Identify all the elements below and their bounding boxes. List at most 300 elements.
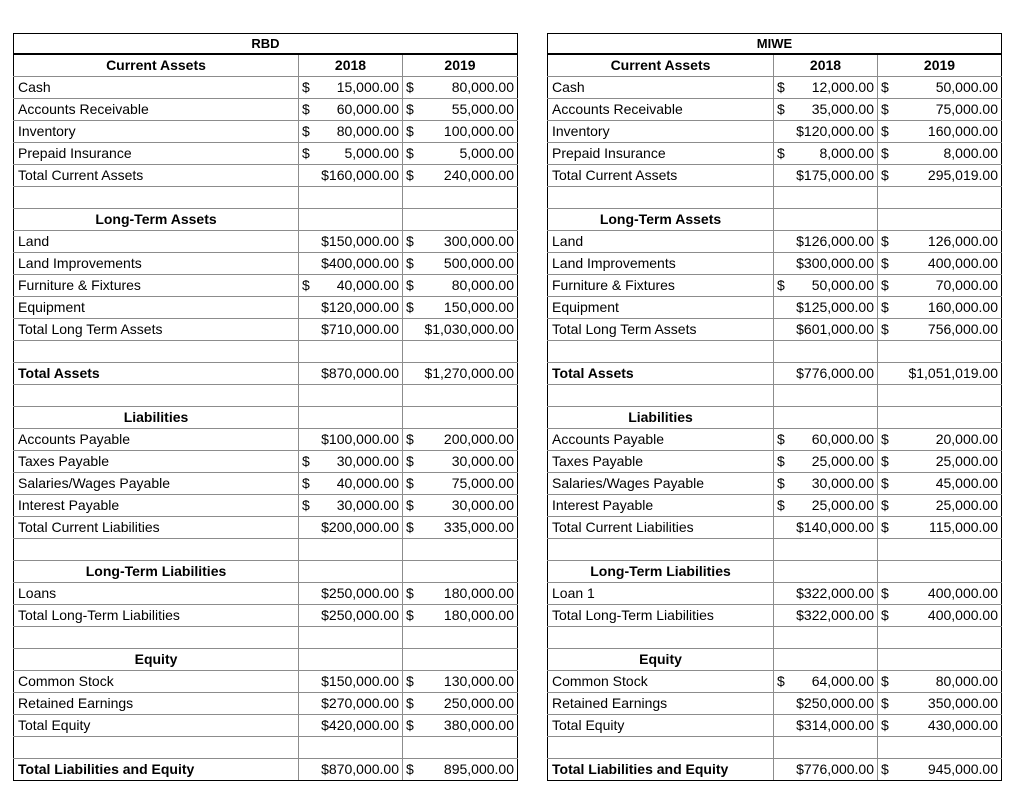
rbd-accounts-receivable-2019[interactable] (403, 99, 518, 121)
rbd-total-current-liabilities-2019[interactable] (403, 517, 518, 539)
empty-cell[interactable] (299, 627, 403, 649)
miwe-prepaid-insurance-2019[interactable] (878, 143, 1002, 165)
currency-sign: $ (881, 101, 889, 117)
rbd-total-long-term-liabilities-2018[interactable] (299, 605, 403, 627)
miwe-accounts-payable-2018[interactable] (774, 429, 878, 451)
amount: $120,000.00 (321, 299, 399, 315)
miwe-interest-payable-2018[interactable] (774, 495, 878, 517)
empty-cell[interactable] (299, 539, 403, 561)
rbd-salaries-wages-payable-2019[interactable] (403, 473, 518, 495)
table-row (14, 429, 518, 451)
miwe-label-furniture-fixtures[interactable]: Furniture & Fixtures (548, 275, 774, 297)
rbd-label-inventory[interactable]: Inventory (14, 121, 299, 143)
rbd-loans-2018[interactable] (299, 583, 403, 605)
rbd-section-long-term-assets[interactable]: Long-Term Assets (14, 209, 299, 231)
empty-cell[interactable] (548, 737, 774, 759)
rbd-total-equity-2018[interactable] (299, 715, 403, 737)
rbd-furniture-fixtures-2018[interactable] (299, 275, 403, 297)
currency-sign: $ (302, 145, 310, 161)
empty-cell[interactable] (403, 341, 518, 363)
rbd-label-prepaid-insurance[interactable]: Prepaid Insurance (14, 143, 299, 165)
empty-cell[interactable] (299, 407, 403, 429)
table-row (548, 451, 1002, 473)
table-row (548, 363, 1002, 385)
empty-cell[interactable] (299, 649, 403, 671)
table-row (14, 143, 518, 165)
currency-sign: $ (406, 497, 414, 513)
rbd-loans-2019[interactable] (403, 583, 518, 605)
spacer-row (548, 385, 1002, 407)
empty-cell[interactable] (878, 209, 1002, 231)
miwe-label-total-liabilities-and-equity[interactable]: Total Liabilities and Equity (548, 759, 774, 781)
rbd-retained-earnings-2018[interactable] (299, 693, 403, 715)
empty-cell[interactable] (403, 209, 518, 231)
amount: 50,000.00 (811, 277, 874, 293)
miwe-label-retained-earnings[interactable]: Retained Earnings (548, 693, 774, 715)
table-row (548, 715, 1002, 737)
rbd-interest-payable-2018[interactable] (299, 495, 403, 517)
empty-cell[interactable] (299, 561, 403, 583)
empty-cell[interactable] (299, 385, 403, 407)
miwe-year-2019-header[interactable]: 2019 (878, 54, 1002, 77)
rbd-equipment-2018[interactable] (299, 297, 403, 319)
amount: 8,000.00 (943, 145, 998, 161)
amount: $140,000.00 (796, 519, 874, 535)
currency-sign: $ (406, 761, 414, 777)
miwe-table (547, 33, 1002, 781)
empty-cell[interactable] (14, 539, 299, 561)
miwe-prepaid-insurance-2018[interactable] (774, 143, 878, 165)
empty-cell[interactable] (774, 187, 878, 209)
table-row (14, 319, 518, 341)
amount: 30,000.00 (336, 497, 399, 513)
currency-sign: $ (302, 101, 310, 117)
empty-cell[interactable] (403, 385, 518, 407)
rbd-table (13, 33, 518, 781)
rbd-equipment-2019[interactable] (403, 297, 518, 319)
empty-cell[interactable] (878, 561, 1002, 583)
miwe-total-current-liabilities-2018[interactable] (774, 517, 878, 539)
miwe-year-2018-header[interactable]: 2018 (774, 54, 878, 77)
rbd-label-retained-earnings[interactable]: Retained Earnings (14, 693, 299, 715)
amount: 130,000.00 (443, 673, 514, 689)
rbd-interest-payable-2019[interactable] (403, 495, 518, 517)
rbd-section-liabilities[interactable]: Liabilities (14, 407, 299, 429)
rbd-furniture-fixtures-2019[interactable] (403, 275, 518, 297)
rbd-label-common-stock[interactable]: Common Stock (14, 671, 299, 693)
empty-cell[interactable] (299, 187, 403, 209)
amount: $870,000.00 (321, 761, 399, 777)
amount: 25,000.00 (811, 453, 874, 469)
amount: $150,000.00 (321, 233, 399, 249)
rbd-label-interest-payable[interactable]: Interest Payable (14, 495, 299, 517)
miwe-label-land-improvements[interactable]: Land Improvements (548, 253, 774, 275)
miwe-total-long-term-assets-2019[interactable] (878, 319, 1002, 341)
amount: $120,000.00 (796, 123, 874, 139)
rbd-label-land-improvements[interactable]: Land Improvements (14, 253, 299, 275)
rbd-year-2019-header[interactable]: 2019 (403, 54, 518, 77)
amount: $150,000.00 (321, 673, 399, 689)
empty-cell[interactable] (403, 187, 518, 209)
miwe-taxes-payable-2019[interactable] (878, 451, 1002, 473)
empty-cell[interactable] (14, 737, 299, 759)
miwe-accounts-payable-2019[interactable] (878, 429, 1002, 451)
amount: 64,000.00 (811, 673, 874, 689)
empty-cell[interactable] (14, 341, 299, 363)
empty-cell[interactable] (548, 627, 774, 649)
table-row (14, 451, 518, 473)
miwe-total-assets-2019[interactable] (878, 363, 1002, 385)
table-row (14, 77, 518, 99)
miwe-total-equity-2018[interactable] (774, 715, 878, 737)
miwe-total-long-term-liabilities-2018[interactable] (774, 605, 878, 627)
table-row (548, 77, 1002, 99)
currency-sign: $ (881, 695, 889, 711)
miwe-total-long-term-liabilities-2019[interactable] (878, 605, 1002, 627)
amount: 60,000.00 (811, 431, 874, 447)
rbd-label-furniture-fixtures[interactable]: Furniture & Fixtures (14, 275, 299, 297)
empty-cell[interactable] (774, 539, 878, 561)
amount: $160,000.00 (321, 167, 399, 183)
miwe-title-row (548, 34, 1002, 55)
miwe-section-liabilities[interactable]: Liabilities (548, 407, 774, 429)
currency-sign: $ (881, 123, 889, 139)
empty-cell[interactable] (14, 385, 299, 407)
miwe-accounts-receivable-2019[interactable] (878, 99, 1002, 121)
miwe-total-long-term-assets-2018[interactable] (774, 319, 878, 341)
amount: 250,000.00 (443, 695, 514, 711)
miwe-label-equipment[interactable]: Equipment (548, 297, 774, 319)
miwe-inventory-2019[interactable] (878, 121, 1002, 143)
amount: 350,000.00 (927, 695, 998, 711)
miwe-salaries-wages-payable-2019[interactable] (878, 473, 1002, 495)
table-row (548, 99, 1002, 121)
rbd-cash-2019[interactable] (403, 77, 518, 99)
currency-sign: $ (302, 497, 310, 513)
rbd-label-equipment[interactable]: Equipment (14, 297, 299, 319)
amount: $870,000.00 (321, 365, 399, 381)
miwe-land-2018[interactable] (774, 231, 878, 253)
table-row (548, 517, 1002, 539)
currency-sign: $ (777, 145, 785, 161)
table-row (14, 605, 518, 627)
miwe-common-stock-2018[interactable] (774, 671, 878, 693)
empty-cell[interactable] (774, 649, 878, 671)
miwe-equipment-2019[interactable] (878, 297, 1002, 319)
amount: 400,000.00 (927, 585, 998, 601)
empty-cell[interactable] (14, 187, 299, 209)
currency-sign: $ (777, 101, 785, 117)
miwe-cash-2019[interactable] (878, 77, 1002, 99)
empty-cell[interactable] (548, 341, 774, 363)
rbd-label-total-equity[interactable]: Total Equity (14, 715, 299, 737)
currency-sign: $ (406, 79, 414, 95)
empty-cell[interactable] (403, 407, 518, 429)
section-header-row (14, 209, 518, 231)
rbd-prepaid-insurance-2018[interactable] (299, 143, 403, 165)
empty-cell[interactable] (878, 407, 1002, 429)
miwe-total-equity-2019[interactable] (878, 715, 1002, 737)
spacer-row (548, 539, 1002, 561)
miwe-total-liabilities-and-equity-2018[interactable] (774, 759, 878, 781)
rbd-label-loans[interactable]: Loans (14, 583, 299, 605)
miwe-retained-earnings-2019[interactable] (878, 693, 1002, 715)
amount: $314,000.00 (796, 717, 874, 733)
miwe-label-cash[interactable]: Cash (548, 77, 774, 99)
empty-cell[interactable] (403, 627, 518, 649)
table-row (548, 583, 1002, 605)
miwe-cash-2018[interactable] (774, 77, 878, 99)
miwe-label-total-current-assets[interactable]: Total Current Assets (548, 165, 774, 187)
rbd-cash-2018[interactable] (299, 77, 403, 99)
amount: 80,000.00 (935, 673, 998, 689)
empty-cell[interactable] (774, 209, 878, 231)
currency-sign: $ (881, 519, 889, 535)
amount: $100,000.00 (321, 431, 399, 447)
currency-sign: $ (881, 453, 889, 469)
rbd-retained-earnings-2019[interactable] (403, 693, 518, 715)
empty-cell[interactable] (878, 341, 1002, 363)
rbd-section-long-term-liabilities[interactable]: Long-Term Liabilities (14, 561, 299, 583)
rbd-total-equity-2019[interactable] (403, 715, 518, 737)
empty-cell[interactable] (878, 187, 1002, 209)
currency-sign: $ (406, 123, 414, 139)
rbd-total-long-term-liabilities-2019[interactable] (403, 605, 518, 627)
empty-cell[interactable] (14, 627, 299, 649)
table-row (14, 517, 518, 539)
empty-cell[interactable] (774, 385, 878, 407)
rbd-label-accounts-receivable[interactable]: Accounts Receivable (14, 99, 299, 121)
rbd-land-2019[interactable] (403, 231, 518, 253)
rbd-label-salaries-wages-payable[interactable]: Salaries/Wages Payable (14, 473, 299, 495)
amount: 30,000.00 (451, 453, 514, 469)
currency-sign: $ (406, 277, 414, 293)
rbd-accounts-receivable-2018[interactable] (299, 99, 403, 121)
miwe-label-total-long-term-assets[interactable]: Total Long Term Assets (548, 319, 774, 341)
rbd-salaries-wages-payable-2018[interactable] (299, 473, 403, 495)
currency-sign: $ (406, 453, 414, 469)
rbd-total-current-liabilities-2018[interactable] (299, 517, 403, 539)
empty-cell[interactable] (774, 737, 878, 759)
empty-cell[interactable] (403, 539, 518, 561)
amount: 80,000.00 (451, 79, 514, 95)
miwe-furniture-fixtures-2019[interactable] (878, 275, 1002, 297)
miwe-label-accounts-receivable[interactable]: Accounts Receivable (548, 99, 774, 121)
empty-cell[interactable] (878, 737, 1002, 759)
rbd-common-stock-2018[interactable] (299, 671, 403, 693)
rbd-taxes-payable-2018[interactable] (299, 451, 403, 473)
miwe-label-land[interactable]: Land (548, 231, 774, 253)
rbd-section-current-assets[interactable]: Current Assets (14, 54, 299, 77)
miwe-loan-1-2018[interactable] (774, 583, 878, 605)
table-row (14, 275, 518, 297)
rbd-land-2018[interactable] (299, 231, 403, 253)
miwe-section-equity[interactable]: Equity (548, 649, 774, 671)
empty-cell[interactable] (548, 385, 774, 407)
miwe-label-total-current-liabilities[interactable]: Total Current Liabilities (548, 517, 774, 539)
miwe-land-improvements-2018[interactable] (774, 253, 878, 275)
rbd-label-total-current-assets[interactable]: Total Current Assets (14, 165, 299, 187)
amount: $175,000.00 (796, 167, 874, 183)
miwe-loan-1-2019[interactable] (878, 583, 1002, 605)
miwe-total-current-liabilities-2019[interactable] (878, 517, 1002, 539)
empty-cell[interactable] (548, 539, 774, 561)
amount: 200,000.00 (443, 431, 514, 447)
miwe-section-long-term-assets[interactable]: Long-Term Assets (548, 209, 774, 231)
empty-cell[interactable] (403, 649, 518, 671)
rbd-common-stock-2019[interactable] (403, 671, 518, 693)
rbd-label-total-long-term-assets[interactable]: Total Long Term Assets (14, 319, 299, 341)
rbd-label-cash[interactable]: Cash (14, 77, 299, 99)
amount: $270,000.00 (321, 695, 399, 711)
currency-sign: $ (777, 673, 785, 689)
miwe-label-total-long-term-liabilities[interactable]: Total Long-Term Liabilities (548, 605, 774, 627)
miwe-label-salaries-wages-payable[interactable]: Salaries/Wages Payable (548, 473, 774, 495)
miwe-label-common-stock[interactable]: Common Stock (548, 671, 774, 693)
spacer-row (14, 539, 518, 561)
table-row (14, 231, 518, 253)
empty-cell[interactable] (774, 627, 878, 649)
amount: $322,000.00 (796, 607, 874, 623)
miwe-balance-sheet (547, 33, 1002, 781)
rbd-accounts-payable-2018[interactable] (299, 429, 403, 451)
empty-cell[interactable] (299, 209, 403, 231)
amount: $322,000.00 (796, 585, 874, 601)
miwe-total-current-assets-2019[interactable] (878, 165, 1002, 187)
empty-cell[interactable] (403, 737, 518, 759)
miwe-inventory-2018[interactable] (774, 121, 878, 143)
miwe-land-2019[interactable] (878, 231, 1002, 253)
rbd-land-improvements-2018[interactable] (299, 253, 403, 275)
rbd-label-total-long-term-liabilities[interactable]: Total Long-Term Liabilities (14, 605, 299, 627)
amount: $250,000.00 (321, 585, 399, 601)
table-row (548, 671, 1002, 693)
rbd-total-current-assets-2019[interactable] (403, 165, 518, 187)
currency-sign: $ (881, 255, 889, 271)
currency-sign: $ (406, 717, 414, 733)
rbd-total-assets-2019[interactable] (403, 363, 518, 385)
amount: $776,000.00 (796, 761, 874, 777)
amount: 126,000.00 (927, 233, 998, 249)
miwe-accounts-receivable-2018[interactable] (774, 99, 878, 121)
table-row (548, 693, 1002, 715)
miwe-furniture-fixtures-2018[interactable] (774, 275, 878, 297)
table-row (548, 473, 1002, 495)
rbd-inventory-2018[interactable] (299, 121, 403, 143)
empty-cell[interactable] (878, 627, 1002, 649)
miwe-label-total-equity[interactable]: Total Equity (548, 715, 774, 737)
empty-cell[interactable] (878, 385, 1002, 407)
table-row (548, 605, 1002, 627)
miwe-label-prepaid-insurance[interactable]: Prepaid Insurance (548, 143, 774, 165)
currency-sign: $ (406, 233, 414, 249)
amount: $710,000.00 (321, 321, 399, 337)
amount: 430,000.00 (927, 717, 998, 733)
rbd-section-equity[interactable]: Equity (14, 649, 299, 671)
rbd-total-liabilities-and-equity-2019[interactable] (403, 759, 518, 781)
amount: 75,000.00 (935, 101, 998, 117)
miwe-land-improvements-2019[interactable] (878, 253, 1002, 275)
rbd-total-liabilities-and-equity-2018[interactable] (299, 759, 403, 781)
currency-sign: $ (406, 255, 414, 271)
miwe-label-accounts-payable[interactable]: Accounts Payable (548, 429, 774, 451)
currency-sign: $ (881, 321, 889, 337)
empty-cell[interactable] (774, 561, 878, 583)
table-row (548, 495, 1002, 517)
miwe-interest-payable-2019[interactable] (878, 495, 1002, 517)
miwe-total-current-assets-2018[interactable] (774, 165, 878, 187)
miwe-retained-earnings-2018[interactable] (774, 693, 878, 715)
amount: 40,000.00 (336, 475, 399, 491)
empty-cell[interactable] (774, 407, 878, 429)
empty-cell[interactable] (774, 341, 878, 363)
rbd-taxes-payable-2019[interactable] (403, 451, 518, 473)
amount: 75,000.00 (451, 475, 514, 491)
table-row (14, 759, 518, 781)
miwe-label-inventory[interactable]: Inventory (548, 121, 774, 143)
empty-cell[interactable] (878, 649, 1002, 671)
miwe-label-taxes-payable[interactable]: Taxes Payable (548, 451, 774, 473)
currency-sign: $ (881, 431, 889, 447)
empty-cell[interactable] (403, 561, 518, 583)
miwe-taxes-payable-2018[interactable] (774, 451, 878, 473)
table-row (548, 275, 1002, 297)
rbd-total-long-term-assets-2019[interactable] (403, 319, 518, 341)
rbd-label-accounts-payable[interactable]: Accounts Payable (14, 429, 299, 451)
amount: 400,000.00 (927, 607, 998, 623)
miwe-label-total-assets[interactable]: Total Assets (548, 363, 774, 385)
currency-sign: $ (302, 453, 310, 469)
currency-sign: $ (406, 145, 414, 161)
rbd-label-total-assets[interactable]: Total Assets (14, 363, 299, 385)
miwe-equipment-2018[interactable] (774, 297, 878, 319)
currency-sign: $ (777, 453, 785, 469)
rbd-total-assets-2018[interactable] (299, 363, 403, 385)
spacer-row (14, 737, 518, 759)
rbd-land-improvements-2019[interactable] (403, 253, 518, 275)
empty-cell[interactable] (548, 187, 774, 209)
amount: $400,000.00 (321, 255, 399, 271)
rbd-prepaid-insurance-2019[interactable] (403, 143, 518, 165)
miwe-total-assets-2018[interactable] (774, 363, 878, 385)
rbd-total-current-assets-2018[interactable] (299, 165, 403, 187)
amount: 30,000.00 (336, 453, 399, 469)
amount: 35,000.00 (811, 101, 874, 117)
currency-sign: $ (406, 585, 414, 601)
amount: 25,000.00 (935, 453, 998, 469)
rbd-label-total-liabilities-and-equity[interactable]: Total Liabilities and Equity (14, 759, 299, 781)
rbd-label-total-current-liabilities[interactable]: Total Current Liabilities (14, 517, 299, 539)
empty-cell[interactable] (299, 737, 403, 759)
rbd-total-long-term-assets-2018[interactable] (299, 319, 403, 341)
miwe-label-interest-payable[interactable]: Interest Payable (548, 495, 774, 517)
rbd-accounts-payable-2019[interactable] (403, 429, 518, 451)
empty-cell[interactable] (299, 341, 403, 363)
miwe-common-stock-2019[interactable] (878, 671, 1002, 693)
rbd-inventory-2019[interactable] (403, 121, 518, 143)
miwe-label-loan-1[interactable]: Loan 1 (548, 583, 774, 605)
rbd-year-2018-header[interactable]: 2018 (299, 54, 403, 77)
miwe-total-liabilities-and-equity-2019[interactable] (878, 759, 1002, 781)
empty-cell[interactable] (878, 539, 1002, 561)
miwe-section-current-assets[interactable]: Current Assets (548, 54, 774, 77)
miwe-section-long-term-liabilities[interactable]: Long-Term Liabilities (548, 561, 774, 583)
miwe-salaries-wages-payable-2018[interactable] (774, 473, 878, 495)
table-row (14, 715, 518, 737)
rbd-label-land[interactable]: Land (14, 231, 299, 253)
amount: 45,000.00 (935, 475, 998, 491)
rbd-label-taxes-payable[interactable]: Taxes Payable (14, 451, 299, 473)
